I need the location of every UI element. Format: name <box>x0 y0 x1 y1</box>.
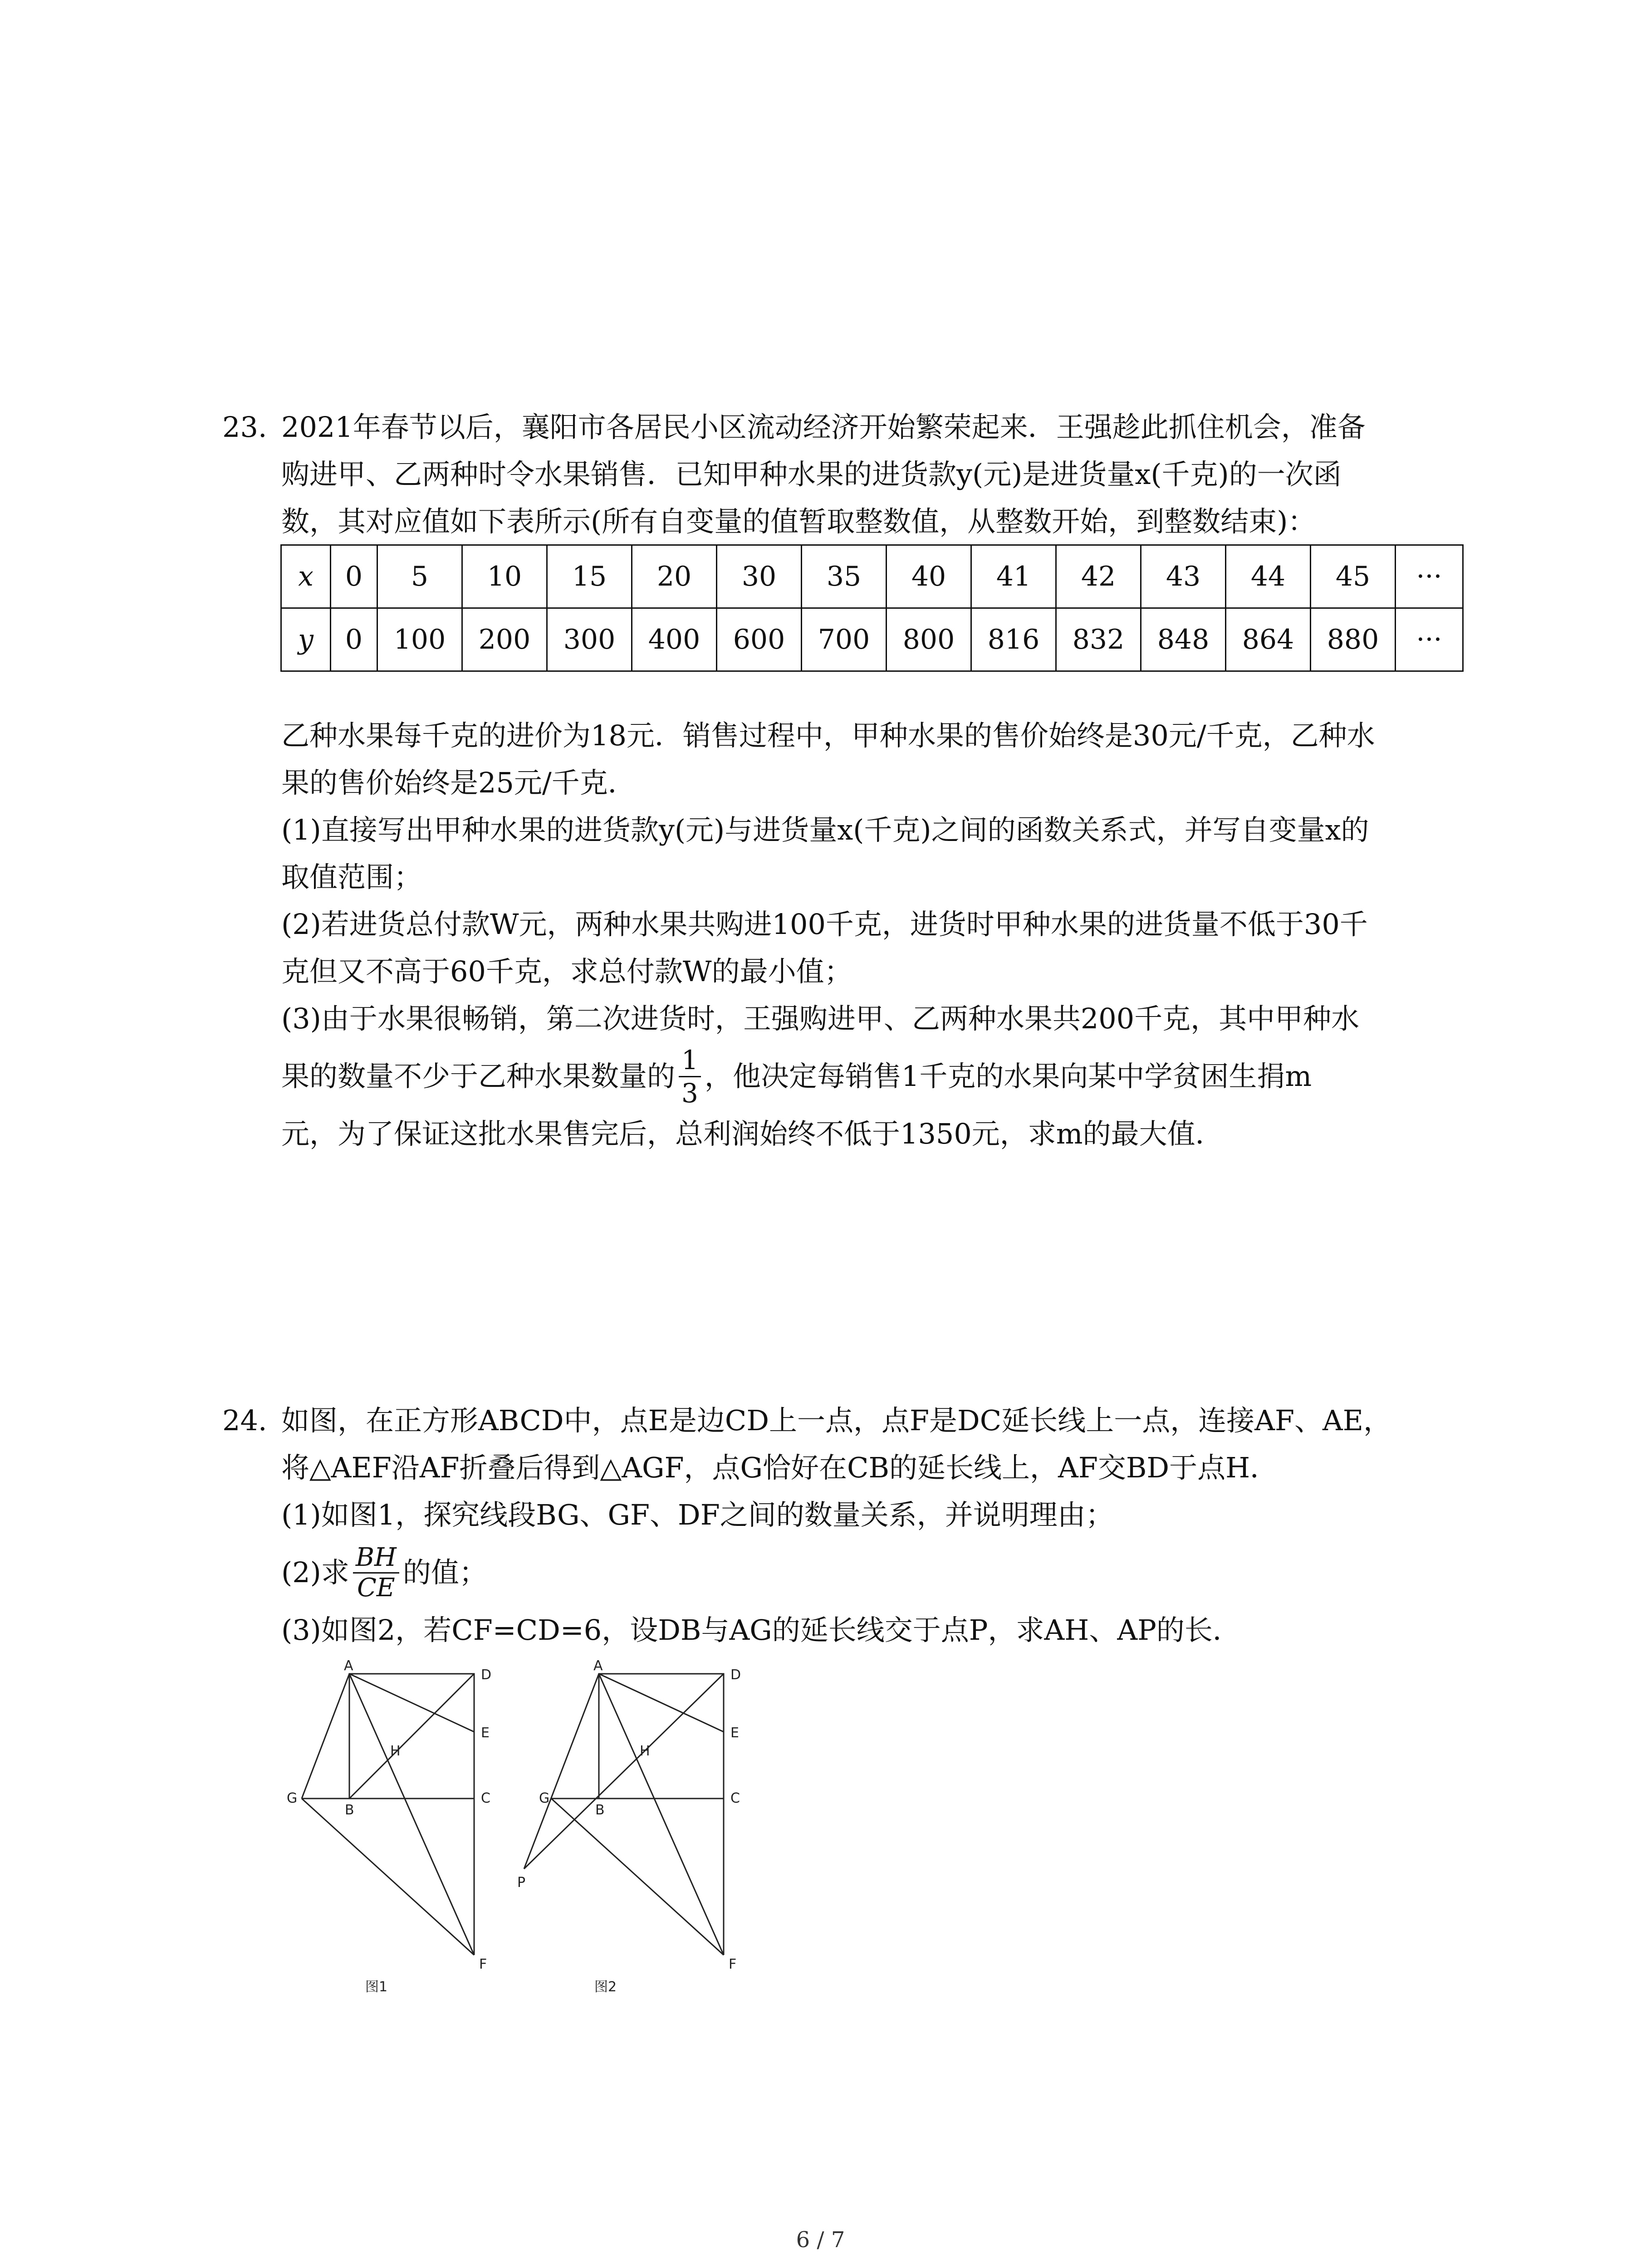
diagonal-bd <box>349 1674 474 1799</box>
q24-sub1: (1)如图1，探究线段BG、GF、DF之间的数量关系，并说明理由； <box>281 1498 1114 1531</box>
segment-af <box>349 1674 474 1955</box>
label-b: B <box>595 1802 605 1818</box>
figure-1-caption: 图1 <box>365 1979 388 1995</box>
table-cell: 44 <box>1226 545 1311 608</box>
q23-sub1-line: (1)直接写出甲种水果的进货款y(元)与进货量x(千克)之间的函数关系式，并写自变量x的 <box>281 813 1369 846</box>
line-ap <box>524 1674 599 1869</box>
label-g: G <box>287 1790 298 1806</box>
table-cell: 20 <box>632 545 717 608</box>
question-23 <box>222 404 1474 545</box>
q23-line-2: 购进甲、乙两种时令水果销售．已知甲种水果的进货款y(元)是进货量x(千克)的一次函 <box>281 458 1342 491</box>
page-number: 6 / 7 <box>796 2227 845 2253</box>
label-f: F <box>479 1956 487 1972</box>
label-f: F <box>729 1956 737 1972</box>
one-third-fraction: $\frac{1}{3}$ <box>679 1044 701 1109</box>
q24-sub3: (3)如图2，若CF=CD=6，设DB与AG的延长线交于点P，求AH、AP的长． <box>281 1613 1241 1647</box>
table-cell: ··· <box>1396 545 1463 608</box>
table-cell: x <box>281 545 331 608</box>
table-cell: ··· <box>1396 608 1463 671</box>
table-cell: 43 <box>1141 545 1226 608</box>
q23-sub3-fraction-line: 果的数量不少于乙种水果数量的 $\frac{1}{3}$ ，他决定每销售1千克的水果向某中学贫困生捐m <box>281 1044 1312 1109</box>
label-h: H <box>640 1743 650 1759</box>
label-b: B <box>345 1802 354 1818</box>
segment-ag <box>302 1674 349 1799</box>
table-cell: 40 <box>887 545 971 608</box>
table-cell: 400 <box>632 608 717 671</box>
segment-gf <box>551 1799 724 1955</box>
label-c: C <box>730 1790 740 1806</box>
table-cell: 200 <box>462 608 547 671</box>
q23-sub1-line: 取值范围； <box>281 860 422 894</box>
label-d: D <box>730 1667 741 1683</box>
table-cell: 100 <box>377 608 462 671</box>
q23-sub3-last-line: 元，为了保证这批水果售完后，总利润始终不低于1350元，求m的最大值． <box>281 1117 1224 1150</box>
table-cell: 35 <box>802 545 887 608</box>
q23-line-3: 数，其对应值如下表所示(所有自变量的值暂取整数值，从整数开始，到整数结束)： <box>281 505 1316 538</box>
table-cell: 30 <box>717 545 802 608</box>
table-cell: 600 <box>717 608 802 671</box>
table-cell: 0 <box>331 545 377 608</box>
q23-sub2-line: (2)若进货总付款W元，两种水果共购进100千克，进货时甲种水果的进货量不低于30千 <box>281 908 1368 941</box>
table-cell: 700 <box>802 608 887 671</box>
segment-af <box>599 1674 724 1955</box>
label-g: G <box>539 1790 550 1806</box>
q24-number: 24. <box>222 1404 267 1437</box>
q24-sub2: (2)求 $\frac{BH}{CE}$ 的值； <box>281 1542 487 1603</box>
q23-text-line: 乙种水果每千克的进价为18元．销售过程中，甲种水果的售价始终是30元/千克，乙种水 <box>281 719 1375 752</box>
label-e: E <box>730 1725 739 1741</box>
q23-sub2-line: 克但又不高于60千克，求总付款W的最小值； <box>281 955 852 988</box>
q23-sub3-line: (3)由于水果很畅销，第二次进货时，王强购进甲、乙两种水果共200千克，其中甲种水 <box>281 1002 1360 1035</box>
line-dp <box>524 1674 724 1869</box>
label-h: H <box>390 1743 401 1759</box>
table-cell: y <box>281 608 331 671</box>
q23-line-1: 23. 2021年春节以后，襄阳市各居民小区流动经济开始繁荣起来．王强趁此抓住机会，准备 <box>222 404 1474 451</box>
table-row-y <box>281 608 1463 671</box>
table-cell: 300 <box>547 608 632 671</box>
question-23-continued <box>222 712 1474 1158</box>
table-row-x <box>281 545 1463 608</box>
table-cell: 800 <box>887 608 971 671</box>
q23-number: 23. <box>222 411 267 444</box>
table-cell: 15 <box>547 545 632 608</box>
label-a: A <box>593 1658 603 1674</box>
table-cell: 864 <box>1226 608 1311 671</box>
table-cell: 10 <box>462 545 547 608</box>
segment-ae <box>349 1674 474 1732</box>
segment-ae <box>599 1674 724 1732</box>
label-c: C <box>481 1790 490 1806</box>
table-cell: 0 <box>331 608 377 671</box>
table-cell: 880 <box>1311 608 1396 671</box>
label-p: P <box>517 1875 526 1891</box>
segment-gf <box>302 1799 474 1955</box>
table-cell: 816 <box>971 608 1056 671</box>
bh-over-ce-fraction: $\frac{BH}{CE}$ <box>353 1543 399 1603</box>
table-cell: 5 <box>377 545 462 608</box>
q23-value-table <box>280 544 1464 672</box>
question-24 <box>222 1397 1474 1654</box>
table-cell: 848 <box>1141 608 1226 671</box>
label-e: E <box>481 1725 490 1741</box>
q24-line-2: 将△AEF沿AF折叠后得到△AGF，点G恰好在CB的延长线上，AF交BD于点H． <box>281 1451 1279 1484</box>
figure-2-caption: 图2 <box>594 1979 617 1995</box>
table-cell: 42 <box>1056 545 1141 608</box>
table-cell: 41 <box>971 545 1056 608</box>
figure-1 <box>281 1656 526 2000</box>
label-d: D <box>481 1667 492 1683</box>
label-a: A <box>344 1658 353 1674</box>
table-cell: 832 <box>1056 608 1141 671</box>
q24-line-1: 24. 如图，在正方形ABCD中，点E是边CD上一点，点F是DC延长线上一点，连接AF、AE， <box>222 1397 1474 1444</box>
figure-2 <box>508 1656 762 2000</box>
table-cell: 45 <box>1311 545 1396 608</box>
q23-text-line: 果的售价始终是25元/千克． <box>281 766 636 799</box>
